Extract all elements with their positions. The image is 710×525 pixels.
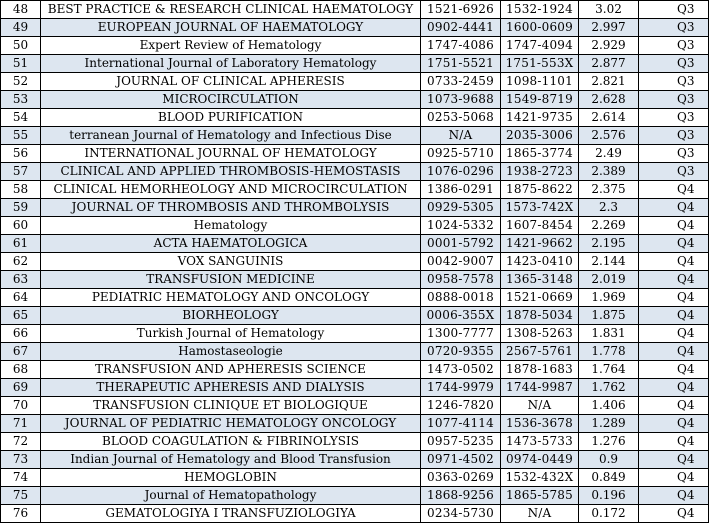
eissn-cell[interactable]: 1308-5263 bbox=[501, 325, 579, 343]
journal-name-cell[interactable]: BLOOD COAGULATION & FIBRINOLYSIS bbox=[41, 433, 421, 451]
impact-factor-cell[interactable]: 2.877 bbox=[579, 55, 639, 73]
journal-name-cell[interactable]: INTERNATIONAL JOURNAL OF HEMATOLOGY bbox=[41, 145, 421, 163]
row-number-cell[interactable]: 48 bbox=[1, 1, 41, 19]
quartile-cell[interactable]: Q4 bbox=[639, 343, 709, 361]
table-row bbox=[1, 325, 709, 343]
issn-cell[interactable]: 1521-6926 bbox=[421, 1, 501, 19]
issn-cell[interactable]: 1024-5332 bbox=[421, 217, 501, 235]
issn-cell[interactable]: 1751-5521 bbox=[421, 55, 501, 73]
row-number-cell[interactable]: 61 bbox=[1, 235, 41, 253]
impact-factor-cell[interactable]: 3.02 bbox=[579, 1, 639, 19]
issn-cell[interactable]: 0925-5710 bbox=[421, 145, 501, 163]
impact-factor-cell[interactable]: 0.9 bbox=[579, 451, 639, 469]
row-number-cell[interactable]: 64 bbox=[1, 289, 41, 307]
table-row bbox=[1, 451, 709, 469]
table-row bbox=[1, 181, 709, 199]
quartile-cell[interactable]: Q4 bbox=[639, 397, 709, 415]
impact-factor-cell[interactable]: 2.195 bbox=[579, 235, 639, 253]
impact-factor-cell[interactable]: 1.762 bbox=[579, 379, 639, 397]
impact-factor-cell[interactable]: 1.289 bbox=[579, 415, 639, 433]
journal-name-cell[interactable]: JOURNAL OF THROMBOSIS AND THROMBOLYSIS bbox=[41, 199, 421, 217]
eissn-cell[interactable]: N/A bbox=[501, 505, 579, 523]
impact-factor-cell[interactable]: 1.406 bbox=[579, 397, 639, 415]
row-number-cell[interactable]: 70 bbox=[1, 397, 41, 415]
issn-cell[interactable]: 1744-9979 bbox=[421, 379, 501, 397]
issn-cell[interactable]: 0957-5235 bbox=[421, 433, 501, 451]
eissn-cell[interactable]: 1549-8719 bbox=[501, 91, 579, 109]
eissn-cell[interactable]: 1607-8454 bbox=[501, 217, 579, 235]
eissn-cell[interactable]: 1751-553X bbox=[501, 55, 579, 73]
quartile-cell[interactable]: Q3 bbox=[639, 73, 709, 91]
journal-name-cell[interactable]: TRANSFUSION CLINIQUE ET BIOLOGIQUE bbox=[41, 397, 421, 415]
issn-cell[interactable]: N/A bbox=[421, 127, 501, 145]
eissn-cell[interactable]: 1865-3774 bbox=[501, 145, 579, 163]
eissn-cell[interactable]: 1532-432X bbox=[501, 469, 579, 487]
impact-factor-cell[interactable]: 1.969 bbox=[579, 289, 639, 307]
quartile-cell[interactable]: Q3 bbox=[639, 127, 709, 145]
table-row bbox=[1, 55, 709, 73]
impact-factor-cell[interactable]: 2.628 bbox=[579, 91, 639, 109]
eissn-cell[interactable]: 1536-3678 bbox=[501, 415, 579, 433]
journal-name-cell[interactable]: Hamostaseologie bbox=[41, 343, 421, 361]
quartile-cell[interactable]: Q4 bbox=[639, 325, 709, 343]
eissn-cell[interactable]: 1875-8622 bbox=[501, 181, 579, 199]
table-row bbox=[1, 415, 709, 433]
impact-factor-cell[interactable]: 2.929 bbox=[579, 37, 639, 55]
eissn-cell[interactable]: 1744-9987 bbox=[501, 379, 579, 397]
eissn-cell[interactable]: 1423-0410 bbox=[501, 253, 579, 271]
journal-name-cell[interactable]: BIORHEOLOGY bbox=[41, 307, 421, 325]
journal-name-cell[interactable]: JOURNAL OF PEDIATRIC HEMATOLOGY ONCOLOGY bbox=[41, 415, 421, 433]
quartile-cell[interactable]: Q3 bbox=[639, 109, 709, 127]
quartile-cell[interactable]: Q4 bbox=[639, 487, 709, 505]
row-number-cell[interactable]: 49 bbox=[1, 19, 41, 37]
table-row bbox=[1, 235, 709, 253]
eissn-cell[interactable]: 2035-3006 bbox=[501, 127, 579, 145]
eissn-cell[interactable]: N/A bbox=[501, 397, 579, 415]
issn-cell[interactable]: 1747-4086 bbox=[421, 37, 501, 55]
quartile-cell[interactable]: Q3 bbox=[639, 55, 709, 73]
issn-cell[interactable]: 1077-4114 bbox=[421, 415, 501, 433]
issn-cell[interactable]: 0234-5730 bbox=[421, 505, 501, 523]
quartile-cell[interactable]: Q3 bbox=[639, 163, 709, 181]
issn-cell[interactable]: 0006-355X bbox=[421, 307, 501, 325]
table-row bbox=[1, 91, 709, 109]
impact-factor-cell[interactable]: 2.269 bbox=[579, 217, 639, 235]
row-number-cell[interactable]: 57 bbox=[1, 163, 41, 181]
journal-name-cell[interactable]: terranean Journal of Hematology and Infectious Dise bbox=[41, 127, 421, 145]
issn-cell[interactable]: 0733-2459 bbox=[421, 73, 501, 91]
row-number-cell[interactable]: 56 bbox=[1, 145, 41, 163]
table-row bbox=[1, 145, 709, 163]
eissn-cell[interactable]: 1421-9735 bbox=[501, 109, 579, 127]
issn-cell[interactable]: 0720-9355 bbox=[421, 343, 501, 361]
eissn-cell[interactable]: 1878-1683 bbox=[501, 361, 579, 379]
row-number-cell[interactable]: 73 bbox=[1, 451, 41, 469]
quartile-cell[interactable]: Q4 bbox=[639, 415, 709, 433]
row-number-cell[interactable]: 55 bbox=[1, 127, 41, 145]
row-number-cell[interactable]: 75 bbox=[1, 487, 41, 505]
impact-factor-cell[interactable]: 2.389 bbox=[579, 163, 639, 181]
table-row bbox=[1, 361, 709, 379]
impact-factor-cell[interactable]: 1.276 bbox=[579, 433, 639, 451]
row-number-cell[interactable]: 58 bbox=[1, 181, 41, 199]
eissn-cell[interactable]: 1421-9662 bbox=[501, 235, 579, 253]
eissn-cell[interactable]: 0974-0449 bbox=[501, 451, 579, 469]
eissn-cell[interactable]: 1365-3148 bbox=[501, 271, 579, 289]
eissn-cell[interactable]: 1521-0669 bbox=[501, 289, 579, 307]
eissn-cell[interactable]: 1938-2723 bbox=[501, 163, 579, 181]
impact-factor-cell[interactable]: 2.997 bbox=[579, 19, 639, 37]
table-row bbox=[1, 1, 709, 19]
quartile-cell[interactable]: Q3 bbox=[639, 91, 709, 109]
row-number-cell[interactable]: 52 bbox=[1, 73, 41, 91]
row-number-cell[interactable]: 66 bbox=[1, 325, 41, 343]
issn-cell[interactable]: 1246-7820 bbox=[421, 397, 501, 415]
journal-name-cell[interactable]: Expert Review of Hematology bbox=[41, 37, 421, 55]
quartile-cell[interactable]: Q4 bbox=[639, 307, 709, 325]
impact-factor-cell[interactable]: 2.144 bbox=[579, 253, 639, 271]
journal-name-cell[interactable]: JOURNAL OF CLINICAL APHERESIS bbox=[41, 73, 421, 91]
quartile-cell[interactable]: Q4 bbox=[639, 199, 709, 217]
row-number-cell[interactable]: 54 bbox=[1, 109, 41, 127]
impact-factor-cell[interactable]: 2.821 bbox=[579, 73, 639, 91]
table-row bbox=[1, 217, 709, 235]
issn-cell[interactable]: 0001-5792 bbox=[421, 235, 501, 253]
eissn-cell[interactable]: 1747-4094 bbox=[501, 37, 579, 55]
impact-factor-cell[interactable]: 0.172 bbox=[579, 505, 639, 523]
journal-table-body bbox=[1, 1, 709, 523]
issn-cell[interactable]: 1300-7777 bbox=[421, 325, 501, 343]
quartile-cell[interactable]: Q4 bbox=[639, 451, 709, 469]
issn-cell[interactable]: 0253-5068 bbox=[421, 109, 501, 127]
row-number-cell[interactable]: 68 bbox=[1, 361, 41, 379]
issn-cell[interactable]: 0363-0269 bbox=[421, 469, 501, 487]
row-number-cell[interactable]: 76 bbox=[1, 505, 41, 523]
quartile-cell[interactable]: Q4 bbox=[639, 271, 709, 289]
quartile-cell[interactable]: Q4 bbox=[639, 181, 709, 199]
impact-factor-cell[interactable]: 2.019 bbox=[579, 271, 639, 289]
impact-factor-cell[interactable]: 1.875 bbox=[579, 307, 639, 325]
impact-factor-cell[interactable]: 0.849 bbox=[579, 469, 639, 487]
quartile-cell[interactable]: Q4 bbox=[639, 505, 709, 523]
journal-name-cell[interactable]: ACTA HAEMATOLOGICA bbox=[41, 235, 421, 253]
issn-cell[interactable]: 0929-5305 bbox=[421, 199, 501, 217]
row-number-cell[interactable]: 53 bbox=[1, 91, 41, 109]
table-row bbox=[1, 127, 709, 145]
impact-factor-cell[interactable]: 0.196 bbox=[579, 487, 639, 505]
impact-factor-cell[interactable]: 2.49 bbox=[579, 145, 639, 163]
journal-name-cell[interactable]: Hematology bbox=[41, 217, 421, 235]
table-row bbox=[1, 397, 709, 415]
eissn-cell[interactable]: 1878-5034 bbox=[501, 307, 579, 325]
table-row bbox=[1, 37, 709, 55]
issn-cell[interactable]: 1473-0502 bbox=[421, 361, 501, 379]
journal-name-cell[interactable]: Journal of Hematopathology bbox=[41, 487, 421, 505]
quartile-cell[interactable]: Q3 bbox=[639, 145, 709, 163]
journal-name-cell[interactable]: International Journal of Laboratory Hematology bbox=[41, 55, 421, 73]
row-number-cell[interactable]: 67 bbox=[1, 343, 41, 361]
row-number-cell[interactable]: 60 bbox=[1, 217, 41, 235]
row-number-cell[interactable]: 62 bbox=[1, 253, 41, 271]
row-number-cell[interactable]: 74 bbox=[1, 469, 41, 487]
quartile-cell[interactable]: Q3 bbox=[639, 37, 709, 55]
row-number-cell[interactable]: 71 bbox=[1, 415, 41, 433]
journal-name-cell[interactable]: TRANSFUSION MEDICINE bbox=[41, 271, 421, 289]
table-row bbox=[1, 379, 709, 397]
journal-name-cell[interactable]: CLINICAL AND APPLIED THROMBOSIS-HEMOSTASIS bbox=[41, 163, 421, 181]
impact-factor-cell[interactable]: 1.778 bbox=[579, 343, 639, 361]
quartile-cell[interactable]: Q3 bbox=[639, 1, 709, 19]
row-number-cell[interactable]: 63 bbox=[1, 271, 41, 289]
eissn-cell[interactable]: 1600-0609 bbox=[501, 19, 579, 37]
table-row bbox=[1, 343, 709, 361]
journal-name-cell[interactable]: EUROPEAN JOURNAL OF HAEMATOLOGY bbox=[41, 19, 421, 37]
eissn-cell[interactable]: 2567-5761 bbox=[501, 343, 579, 361]
journal-name-cell[interactable]: Turkish Journal of Hematology bbox=[41, 325, 421, 343]
row-number-cell[interactable]: 50 bbox=[1, 37, 41, 55]
impact-factor-cell[interactable]: 2.375 bbox=[579, 181, 639, 199]
journal-name-cell[interactable]: VOX SANGUINIS bbox=[41, 253, 421, 271]
quartile-cell[interactable]: Q4 bbox=[639, 289, 709, 307]
impact-factor-cell[interactable]: 1.831 bbox=[579, 325, 639, 343]
quartile-cell[interactable]: Q4 bbox=[639, 217, 709, 235]
journal-name-cell[interactable]: PEDIATRIC HEMATOLOGY AND ONCOLOGY bbox=[41, 289, 421, 307]
row-number-cell[interactable]: 69 bbox=[1, 379, 41, 397]
table-row bbox=[1, 505, 709, 523]
issn-cell[interactable]: 1868-9256 bbox=[421, 487, 501, 505]
impact-factor-cell[interactable]: 2.576 bbox=[579, 127, 639, 145]
table-row bbox=[1, 469, 709, 487]
quartile-cell[interactable]: Q4 bbox=[639, 433, 709, 451]
journal-name-cell[interactable]: TRANSFUSION AND APHERESIS SCIENCE bbox=[41, 361, 421, 379]
journal-name-cell[interactable]: GEMATOLOGIYA I TRANSFUZIOLOGIYA bbox=[41, 505, 421, 523]
row-number-cell[interactable]: 65 bbox=[1, 307, 41, 325]
table-row bbox=[1, 487, 709, 505]
quartile-cell[interactable]: Q4 bbox=[639, 379, 709, 397]
eissn-cell[interactable]: 1473-5733 bbox=[501, 433, 579, 451]
journal-name-cell[interactable]: THERAPEUTIC APHERESIS AND DIALYSIS bbox=[41, 379, 421, 397]
eissn-cell[interactable]: 1865-5785 bbox=[501, 487, 579, 505]
eissn-cell[interactable]: 1573-742X bbox=[501, 199, 579, 217]
quartile-cell[interactable]: Q4 bbox=[639, 235, 709, 253]
table-row bbox=[1, 307, 709, 325]
table-row bbox=[1, 163, 709, 181]
issn-cell[interactable]: 1076-0296 bbox=[421, 163, 501, 181]
issn-cell[interactable]: 0902-4441 bbox=[421, 19, 501, 37]
table-row bbox=[1, 289, 709, 307]
issn-cell[interactable]: 1386-0291 bbox=[421, 181, 501, 199]
table-row bbox=[1, 271, 709, 289]
journal-name-cell[interactable]: Indian Journal of Hematology and Blood Transfusion bbox=[41, 451, 421, 469]
issn-cell[interactable]: 0042-9007 bbox=[421, 253, 501, 271]
row-number-cell[interactable]: 59 bbox=[1, 199, 41, 217]
eissn-cell[interactable]: 1098-1101 bbox=[501, 73, 579, 91]
row-number-cell[interactable]: 72 bbox=[1, 433, 41, 451]
table-row bbox=[1, 109, 709, 127]
impact-factor-cell[interactable]: 2.3 bbox=[579, 199, 639, 217]
issn-cell[interactable]: 0888-0018 bbox=[421, 289, 501, 307]
journal-name-cell[interactable]: CLINICAL HEMORHEOLOGY AND MICROCIRCULATION bbox=[41, 181, 421, 199]
quartile-cell[interactable]: Q4 bbox=[639, 253, 709, 271]
issn-cell[interactable]: 0971-4502 bbox=[421, 451, 501, 469]
quartile-cell[interactable]: Q4 bbox=[639, 361, 709, 379]
table-row bbox=[1, 19, 709, 37]
table-row bbox=[1, 199, 709, 217]
row-number-cell[interactable]: 51 bbox=[1, 55, 41, 73]
impact-factor-cell[interactable]: 1.764 bbox=[579, 361, 639, 379]
table-row bbox=[1, 433, 709, 451]
issn-cell[interactable]: 0958-7578 bbox=[421, 271, 501, 289]
journal-name-cell[interactable]: BEST PRACTICE & RESEARCH CLINICAL HAEMATOLOGY bbox=[41, 1, 421, 19]
journal-name-cell[interactable]: BLOOD PURIFICATION bbox=[41, 109, 421, 127]
journal-name-cell[interactable]: HEMOGLOBIN bbox=[41, 469, 421, 487]
quartile-cell[interactable]: Q4 bbox=[639, 469, 709, 487]
issn-cell[interactable]: 1073-9688 bbox=[421, 91, 501, 109]
quartile-cell[interactable]: Q3 bbox=[639, 19, 709, 37]
table-row bbox=[1, 253, 709, 271]
journal-name-cell[interactable]: MICROCIRCULATION bbox=[41, 91, 421, 109]
eissn-cell[interactable]: 1532-1924 bbox=[501, 1, 579, 19]
impact-factor-cell[interactable]: 2.614 bbox=[579, 109, 639, 127]
table-row bbox=[1, 73, 709, 91]
